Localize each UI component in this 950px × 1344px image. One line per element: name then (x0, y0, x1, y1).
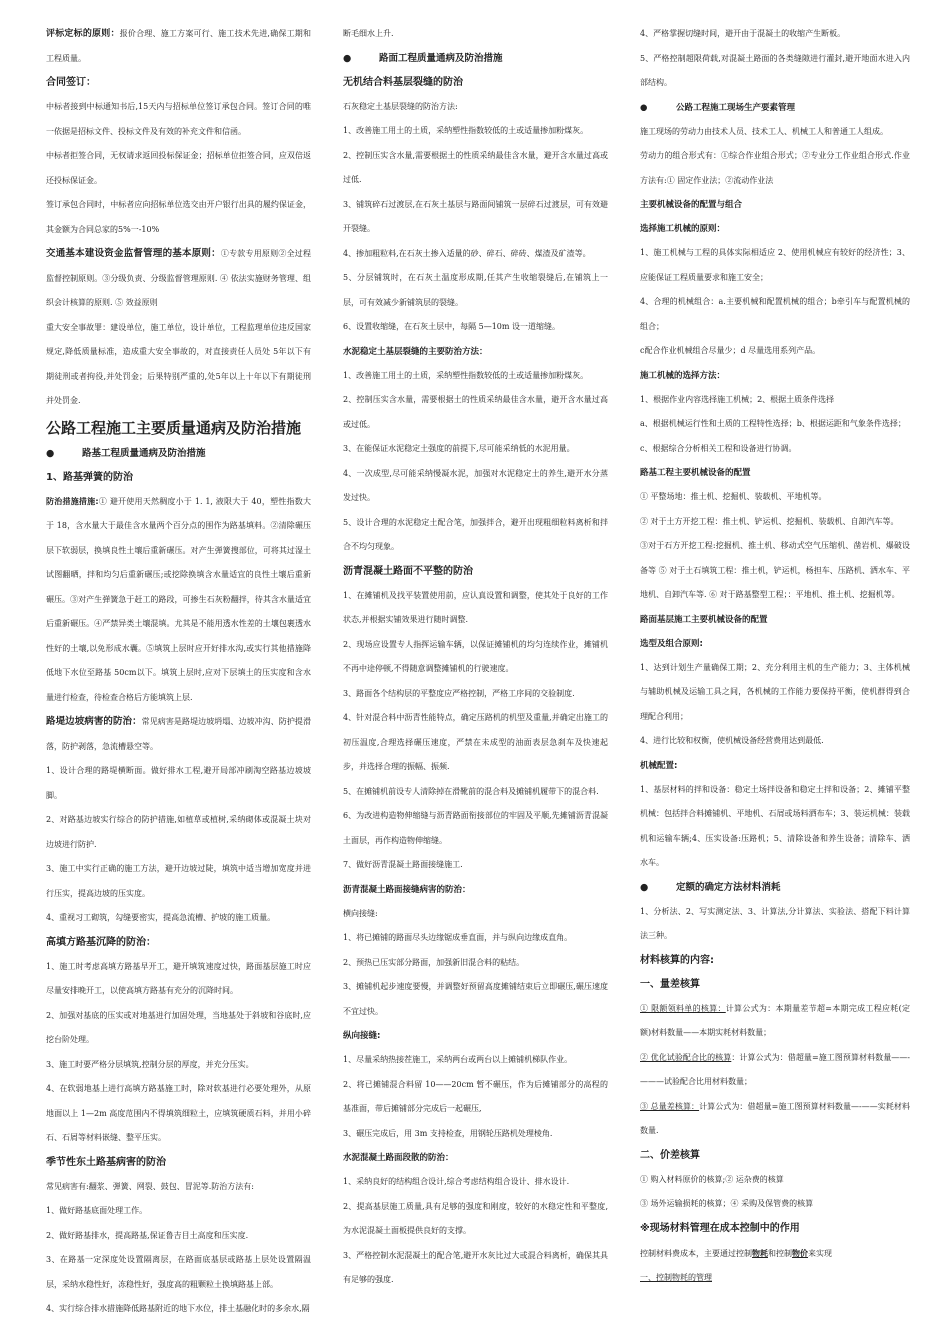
paragraph: 3、铺筑碎石过渡层,在石灰土基层与路面间铺筑一层碎石过渡层，可有效避开裂缝。 (343, 199, 608, 233)
paragraph: 5、分层铺筑时，在石灰土温度形成期,任其产生收缩裂缝后,在铺筑上一层，可有效减少新铺筑层的裂缝。 (343, 273, 608, 307)
paragraph: ① 购入材料原价的核算;② 运杂费的核算 (640, 1174, 784, 1184)
paragraph: 评标定标的原则：报价合理、施工方案可行、施工技术先进,确保工期和工程质量。 (46, 29, 311, 63)
paragraph: 2、做好路基排水，提高路基,保证鲁吉目土高度和压实度. (46, 1230, 249, 1240)
page-title: 公路工程施工主要质量通病及防治措施 (46, 418, 302, 437)
paragraph: 1、达到计划生产量确保工期；2、充分利用主机的生产能力；3、主体机械与辅助机械及运输工具之间，各机械的工作能力要保持平衡，使机群得到合理配合利用； (640, 662, 910, 721)
paragraph: 6、为改进构造物伸缩缝与沥青路面衔接部位的牢固及平顺,先摊铺沥青混凝土面层，再作构造物伸缩缝。 (343, 811, 608, 845)
section-heading: 1、路基弹簧的防治 (46, 471, 133, 483)
paragraph: 2、提高基层施工质量,具有足够的强度和刚度，较好的水稳定性和平整度,为水泥混凝土面板提供良好的支撑。 (343, 1201, 608, 1235)
paragraph: 1、做好路基底面处理工作。 (46, 1206, 148, 1215)
bullet-icon: ● (640, 102, 648, 113)
paragraph: 1、根据作业内容选择施工机械；2、根据土质条件选择 (640, 394, 835, 404)
paragraph: 防治措施措施:① 避开使用天然稠度小于 1. 1, 液限大于 40，塑性指数大于 18，含水量大于最佳含水量两个百分点的围作为路基填料。②清除碾压层下软弱层，换填良性土壤后重新碾压。对产生弹簧搜部位，可将其过湿土试图翻晒，拌和均匀后重新碾压;或挖除换填含水量适宜的良性土壤后重新碾压。③对产生弹簧急于赶工的路段，可掺生石灰粉翻拌，待其含水量适宜后重新碾压。④严禁异类土壤混填。尤其是不能用透水性差的土壤包裹透水性好的土壤,以免形成水囊。⑤填筑上层时应开好排水沟,或实行其他措施降低地下水位至路基 50cm以下。填筑上层时,应对下层填土的压实度和含水量进行检查，待检查合格后方能填筑上层. (46, 496, 311, 702)
paragraph: 3、在路基一定深度处设置隔离层，在路面底基层或路基上层处设置隔温层，采纳水稳性好，冻稳性好，强度高的粗颗粒土换填路基上部。 (46, 1255, 311, 1289)
section-heading: 无机结合料基层裂缝的防治 (343, 76, 463, 88)
paragraph: 7、做好沥青混凝土路面接缝施工. (343, 860, 463, 869)
paragraph: 1、分析法、2、写实测定法、3、计算法,分计算法、实验法、搭配下料计算法三种。 (640, 906, 910, 940)
section-heading: 机械配置: (640, 760, 678, 771)
paragraph: 3、路面各个结构层的平整度应严格控制，严格工序间的交验制度. (343, 688, 575, 698)
paragraph: 中标者拒签合同，无权请求返回投标保证金；招标单位拒签合同，应双倍返还投标保证金。 (46, 151, 311, 185)
bullet-icon: ● (343, 52, 352, 64)
section-heading: 沥青混凝土路面接缝病害的防治： (343, 884, 471, 895)
section-heading: ※现场材料管理在成本控制中的作用 (640, 1222, 800, 1234)
paragraph: 5、严格控制超限荷载,对混凝土路面的各类缝隙进行灌封,避开地面水进入内部结构。 (640, 53, 910, 87)
section-heading: 沥青混凝土路面不平整的防治 (343, 565, 473, 577)
paragraph: 4、重视习工砌筑，勾缝要密实，提高急流槽、护坡的施工质量。 (46, 913, 276, 922)
paragraph: 2、预热已压实部分路面，加强新旧混合料的粘结。 (343, 957, 525, 967)
paragraph: 3、碾压完成后，用 3m 支持检查，用钢轮压路机处理棱角. (343, 1128, 553, 1138)
paragraph: c、根据综合分析相关工程和设备进行协调。 (640, 443, 797, 453)
paragraph: 4、进行比较和权衡，使机械设备经营费用达到最低. (640, 736, 824, 745)
paragraph: 2、加强对基底的压实或对地基进行加固处理，当地基处于斜坡和谷底时,应挖台阶处理。 (46, 1010, 311, 1044)
section-heading: 施工机械的选择方法： (640, 370, 726, 381)
paragraph: 4、实行综合排水措施降低路基附近的地下水位，排土基融化时的多余水,隔 (46, 1304, 310, 1313)
paragraph: 2、将已摊铺混合料留 10——20cm 暂不碾压，作为后摊铺部分的高程的基准面，带后摊铺部分完成后一起碾压, (343, 1079, 608, 1113)
section-heading: 主要机械设备的配置与组合 (640, 200, 743, 210)
paragraph: 2、控制压实含水量，需要根据土的性质采纳最佳含水量，避开含水量过高或过低。 (343, 395, 608, 429)
paragraph: 1、尽量采纳热接茬施工，采纳两台或两台以上摊铺机梯队作业。 (343, 1055, 573, 1064)
paragraph: 路堤边坡病害的防治：常见病害是路堤边坡坍塌、边坡冲沟、防护提滑落，防护剥落，急流槽悬空等。 (46, 716, 311, 751)
bullet-heading: ● 定额的确定方法材料消耗 (640, 876, 910, 900)
paragraph: 2、现场应设置专人指挥运输车辆，以保证摊铺机的均匀连续作业，摊铺机不再中途停顿,不得随意调整摊铺机的行驶速度。 (343, 639, 608, 673)
paragraph: 重大安全事故罪：建设单位，施工单位，设计单位，工程监理单位违反国家规定,降低质量标准，造成重大安全事故的，对直接责任人员处 5年以下有期徒刑或者拘役,并处罚金；后果特别严重的,处5年以上十年以下有期徒刑并处罚金. (46, 322, 311, 405)
paragraph: ① 平整场地：推土机、挖掘机、装载机、平地机等。 (640, 492, 827, 501)
paragraph: 1、将已摊铺的路面尽头边缘锯成垂直面，并与纵向边缘成直角。 (343, 933, 573, 942)
paragraph: 4、掺加粗粒料,在石灰土掺入适量的砂、碎石、碎砖、煤渣及矿渣等。 (343, 248, 591, 258)
paragraph: 交通基本建设资金监督管理的基本原则：①专款专用原则②全过程监督控制原则。③分级负责、分级监督管理原则. ④ 依法实施财务管理、组织会计核算的原则. ⑤ 效益原则 (46, 248, 311, 307)
paragraph: 1、设计合理的路堤横断面。做好排水工程,避开局部冲刷淘空路基边坡坡脚。 (46, 766, 311, 800)
paragraph: ② 对于土方开挖工程：推土机、铲运机、挖掘机、装载机、自卸汽车等。 (640, 516, 899, 526)
paragraph: 4、在软弱地基上进行高填方路基施工时，除对软基进行必要处理外，从原地面以上 1—2m 高度范围内不得填筑细粒土，应填筑硬质石料，并用小碎石、石屑等材料嵌缝、整平压实。 (46, 1084, 311, 1142)
section-heading: 路基工程主要机械设备的配置 (640, 468, 751, 478)
column-1 (46, 22, 311, 1322)
paragraph: 6、设置收缩缝，在石灰土层中，每隔 5—10m 设一道缩缝。 (343, 322, 561, 331)
paragraph: ③ 场外运输损耗的核算；④ 采购及保管费的核算 (640, 1199, 814, 1208)
paragraph: 施工现场的劳动力由技术人员、技术工人、机械工人和普通工人组成。 (640, 126, 888, 136)
bullet-heading: ● 路基工程质量通病及防治措施 (46, 442, 311, 466)
paragraph: c配合作业机械组合尽量少；d 尽量选用系列产品。 (640, 346, 821, 355)
paragraph: 3、摊铺机起步速度要慢，并调整好预留高度摊铺结束后立即碾压,碾压速度不宜过快。 (343, 982, 608, 1016)
section-heading: 一、量差核算 (640, 978, 700, 990)
paragraph: ② 优化试验配合比的核算：计算公式为：借超量=施工图预算材料数量——-———试验配合比用材料数量； (640, 1052, 910, 1086)
paragraph: ③ 总量差核算：计算公式为：借超量=施工图预算材料数量—-——实耗材料数量. (640, 1101, 911, 1135)
paragraph: 2、对路基边坡实行综合的防护措施,如植草或植树,采纳砌体或混凝土块对边坡进行防护. (46, 815, 311, 849)
paragraph: 4、一次成型,尽可能采纳慢凝水泥，加强对水泥稳定土的养生,避开水分蒸发过快。 (343, 468, 608, 502)
section-heading: 水泥混凝土路面段散的防治： (343, 1153, 454, 1163)
section-heading: 高填方路基沉降的防治： (46, 936, 156, 948)
section-heading: 纵向接缝: (343, 1031, 381, 1041)
paragraph: 3、在能保证水泥稳定土强度的前提下,尽可能采纳低的水泥用量。 (343, 444, 575, 453)
paragraph: 1、采纳良好的结构组合设计,综合考虑结构组合设计、排水设计. (343, 1177, 570, 1186)
paragraph: ③对于石方开挖工程:挖掘机、推土机、移动式空气压缩机、凿岩机、爆破设备等 ⑤ 对于土石填筑工程：推土机，铲运机，杨担车、压路机、洒水车、平地机、自卸汽车等. ⑥ 对于路基整型工程；：平地机、推土机、挖掘机等。 (640, 541, 910, 599)
bullet-heading: ● 路面工程质量通病及防治措施 (343, 47, 608, 71)
section-heading: 二、价差核算 (640, 1149, 700, 1161)
paragraph: 3、施工中实行正确的施工方法，避开边坡过陡，填筑中适当增加宽度并进行压实，提高边坡的压实度。 (46, 864, 311, 898)
column-2 (343, 22, 608, 1293)
bullet-icon: ● (46, 447, 55, 459)
paragraph: 1、施工时考虑高填方路基早开工，避开填筑速度过快，路面基层施工时应尽量安排晚开工，以使高填方路基有充分的沉降时间。 (46, 961, 311, 995)
section-heading: 材料核算的内容: (640, 954, 714, 966)
paragraph: 劳动力的组合形式有：①综合作业组合形式；②专业分工作业组合形式.作业方法有:① 固定作业法；②流动作业法 (640, 151, 910, 185)
section-heading: 选型及组合原则: (640, 638, 703, 649)
section-heading: 合同签订： (46, 77, 96, 88)
section-heading: 水泥稳定土基层裂缝的主要防治方法： (343, 346, 488, 357)
paragraph: 1、改善施工用土的土质，采纳塑性指数较低的土或适量掺加粉煤灰。 (343, 370, 589, 380)
paragraph: a、根据机械运行性和土质的工程特性选择；b、根据运距和气象条件选择； (640, 419, 906, 428)
paragraph: 2、控制压实含水量,需要根据土的性质采纳最佳含水量，避开含水量过高或过低. (343, 150, 608, 184)
paragraph: 常见病害有:翻浆、弹簧、网裂、鼓包、冒泥等.防治方法有: (46, 1181, 254, 1191)
column-3 (640, 22, 910, 1291)
paragraph: 4、针对混合料中沥青性能特点，确定压路机的机型及重量,并确定出施工的初压温度,合理选择碾压速度，严禁在未成型的油面表层急刹车及快速起步，并选择合理的振幅、振频. (343, 713, 608, 771)
paragraph: 横向接缝: (343, 908, 378, 918)
paragraph: 1、基层材料的拌和设备：稳定土场拌设备和稳定土拌和设备；2、摊铺平整机械：包括拌合料摊铺机、平地机、石屑或场料洒布车；3、装运机械：装载机和运输车辆;4、压实设备:压路机；5、清除设备和养生设备；清除车、洒水车。 (640, 784, 910, 867)
paragraph: 5、在摊铺机前设专人清除掉在滑靴前的混合料及摊铺机履带下的混合料. (343, 786, 599, 796)
section-heading: 选择施工机械的原则： (640, 224, 726, 234)
paragraph: 1、改善施工用土的土质，采纳塑性指数较低的土或适量掺加粉煤灰。 (343, 126, 589, 135)
paragraph: ① 限额领料单的核算：计算公式为：本期量差节超=本期完成工程应耗(定额)材料数量——本期实耗材料数量； (640, 1003, 911, 1037)
paragraph: 4、严格掌握切缝时间，避开由于混凝土的收缩产生断板。 (640, 29, 846, 38)
paragraph: 3、严格控制水泥混凝土的配合笔,避开水灰比过大或混合料离析，确保其具有足够的强度. (343, 1250, 608, 1284)
paragraph: 1、在摊铺机及找平装置使用前，应认真设置和调整，使其处于良好的工作状态,并根据实铺效果进行随时调整. (343, 590, 608, 624)
paragraph: 控制材料费成本，主要通过控制物耗和控制物价来实现 (640, 1247, 832, 1258)
bullet-icon: ● (640, 881, 649, 893)
paragraph: 断毛细水上升. (343, 29, 394, 38)
section-heading: 季节性东土路基病害的防治 (46, 1156, 166, 1168)
section-heading: 路面基层施工主要机械设备的配置 (640, 614, 768, 625)
paragraph: 3、施工时要严格分层填筑,控制分层的厚度，并充分压实。 (46, 1059, 254, 1069)
paragraph: 签订承包合同时，中标者应向招标单位选交由开户银行出具的履约保证金，其金额为合同总家的5%一-10% (46, 200, 311, 234)
paragraph: 4、合理的机械组合：a.主要机械和配置机械的组合；b牵引车与配置机械的组合； (640, 297, 910, 331)
paragraph: 石灰稳定土基层裂缝的防治方法: (343, 101, 458, 111)
paragraph: 一、控制物耗的管理 (640, 1273, 712, 1282)
bullet-heading: ● 公路工程施工现场生产要素管理 (640, 96, 910, 120)
paragraph: 1、施工机械与工程的具体实际相适应 2、使用机械应有较好的经济性；3、应能保证工程质量要求和施工安全； (640, 248, 910, 282)
paragraph: 中标者接到中标通知书后,15天内与招标单位签订承包合同。签订合同的唯一依据是招标文件、投标文件及有效的补充文件和信函。 (46, 102, 311, 136)
paragraph: 5、设计合理的水泥稳定土配合笔，加强拌合，避开出现粗细粒料离析和拌合不均匀现象。 (343, 517, 608, 551)
